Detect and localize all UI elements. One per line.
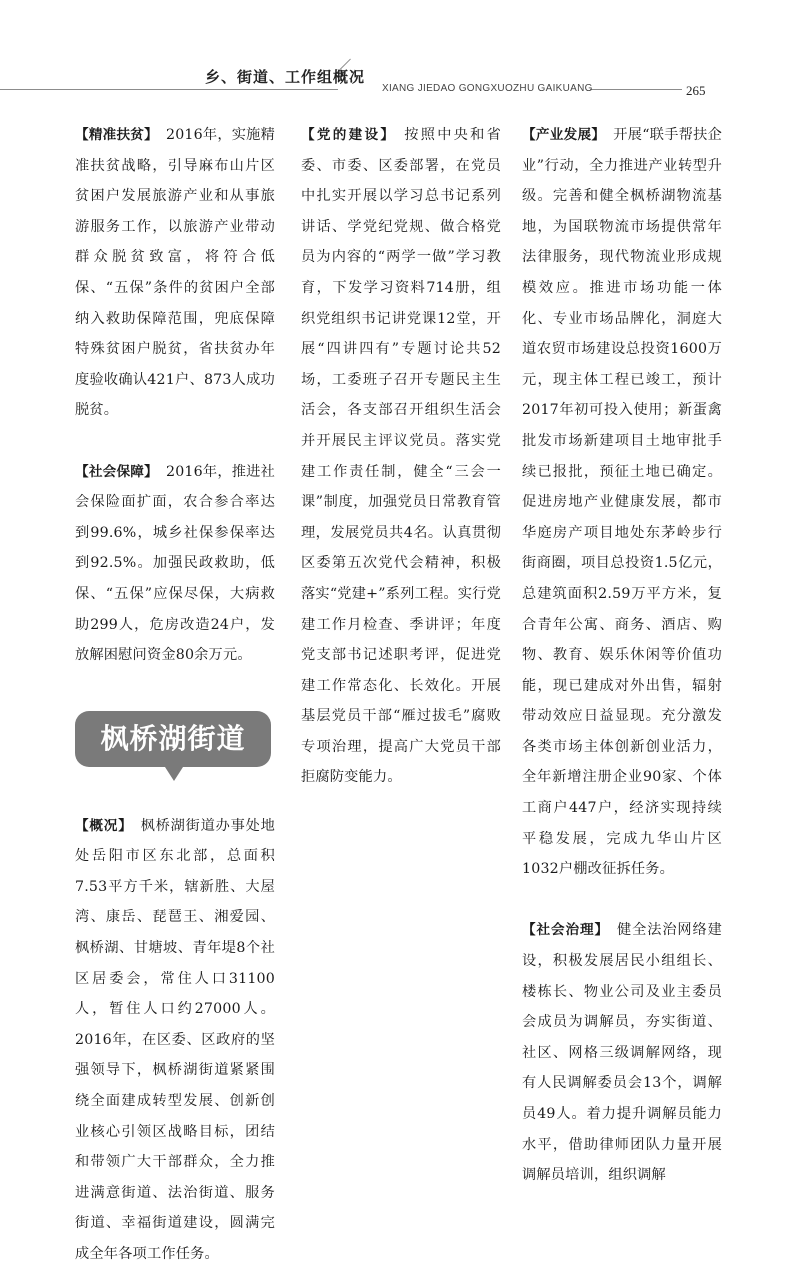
paragraph-tag: 【产业发展】 <box>522 127 606 143</box>
column-3 <box>522 120 722 1191</box>
paragraph-tag: 【概况】 <box>75 817 133 834</box>
paragraph-gaikuang <box>75 811 275 1270</box>
paragraph-chanye-fazhan <box>522 120 722 885</box>
paragraph-text: 开展“联手帮扶企业”行动，全力推进产业转型升级。完善和健全枫桥湖物流基地，为国联物流市场提供常年法律服务，现代物流业形成规模效应。推进市场功能一体化、专业市场品牌化，洞庭大道农贸市场建设总投资1600万元，现主体工程已竣工，预计2017年初可投入使用；新蛋禽批发市场新建项目土地审批手续已报批，预征土地已确定。促进房地产业健康发展，都市华庭房产项目地处东茅岭步行街商圈，项目总投资1.5亿元，总建筑面积2.59万平方米，复合青年公寓、商务、酒店、购物、教育、娱乐休闲等价值功能，现已建成对外出售，辐射带动效应日益显现。充分激发各类市场主体创新创业活力，全年新增注册企业90家、个体工商户447户，经济实现持续平稳发展，完成九华山片区1032户棚改征拆任务。 <box>522 127 723 878</box>
column-2 <box>301 120 501 793</box>
paragraph-text: 健全法治网络建设，积极发展居民小组组长、楼栋长、物业公司及业主委员会成员为调解员，夯实街道、社区、网格三级调解网络，现有人民调解委员会13个，调解员49人。着力提升调解员能力水平，借助律师团队力量开展调解员培训，组织调解 <box>522 922 723 1184</box>
speech-bubble-tail <box>165 767 183 781</box>
section-heading-text: 枫桥湖街道 <box>100 721 246 755</box>
section-heading <box>75 711 271 767</box>
section-title-en: XIANG JIEDAO GONGXUOZHU GAIKUANG <box>382 83 593 94</box>
header-rule-left <box>0 89 338 90</box>
paragraph-tag: 【党的建设】 <box>301 127 397 143</box>
paragraph-jingzhun-fupin <box>75 120 275 426</box>
page-number: 265 <box>686 83 706 98</box>
paragraph-shehui-baozhang <box>75 457 275 671</box>
paragraph-shehui-zhili <box>522 915 722 1190</box>
paragraph-text: 2016年，实施精准扶贫战略，引导麻布山片区贫困户发展旅游产业和从事旅游服务工作，以旅游产业带动群众脱贫致富，将符合低保、“五保”条件的贫困户全部纳入救助保障范围，兜底保障特殊贫困户脱贫，省扶贫办年度验收确认421户、873人成功脱贫。 <box>75 127 275 419</box>
paragraph-dang-de-jianshe <box>301 120 501 793</box>
paragraph-tag: 【社会治理】 <box>522 922 610 939</box>
paragraph-text: 按照中央和省委、市委、区委部署，在党员中扎实开展以学习总书记系列讲话、学党纪党规、做合格党员为内容的“两学一做”学习教育，下发学习资料714册，组织党组织书记讲党课12堂，开展“四讲四有”专题讨论共52场，工委班子召开专题民主生活会，各支部召开组织生活会并开展民主评议党员。落实党建工作责任制，健全“三会一课”制度，加强党员日常教育管理，发展党员共4名。认真贯彻区委第五次党代会精神，积极落实“党建+”系列工程。实行党建工作月检查、季讲评；年度党支部书记述职考评，促进党建工作常态化、长效化。开展基层党员干部“雁过拔毛”腐败专项治理，提高广大党员干部拒腐防变能力。 <box>301 127 502 786</box>
section-title: 乡、街道、工作组概况 <box>205 68 366 86</box>
column-1 <box>75 120 275 1270</box>
paragraph-tag: 【精准扶贫】 <box>75 127 158 143</box>
header-rule-right <box>590 89 682 90</box>
paragraph-text: 枫桥湖街道办事处地处岳阳市区东北部，总面积7.53平方千米，辖新胜、大屋湾、康岳、琵琶王、湘爱园、枫桥湖、甘塘坡、青年堤8个社区居委会，常住人口31100人，暂住人口约27000人。2016年，在区委、区政府的坚强领导下，枫桥湖街道紧紧围绕全面建成转型发展、创新创业核心引领区战略目标，团结和带领广大干部群众，全力推进满意街道、法治街道、服务街道、幸福街道建设，圆满完成全年各项工作任务。 <box>75 817 275 1262</box>
paragraph-text: 2016年，推进社会保险面扩面，农合参合率达到99.6%，城乡社保参保率达到92.5%。加强民政救助，低保、“五保”应保尽保，大病救助299人，危房改造24户，发放解困慰问资金80余万元。 <box>75 463 275 664</box>
paragraph-tag: 【社会保障】 <box>75 463 158 480</box>
